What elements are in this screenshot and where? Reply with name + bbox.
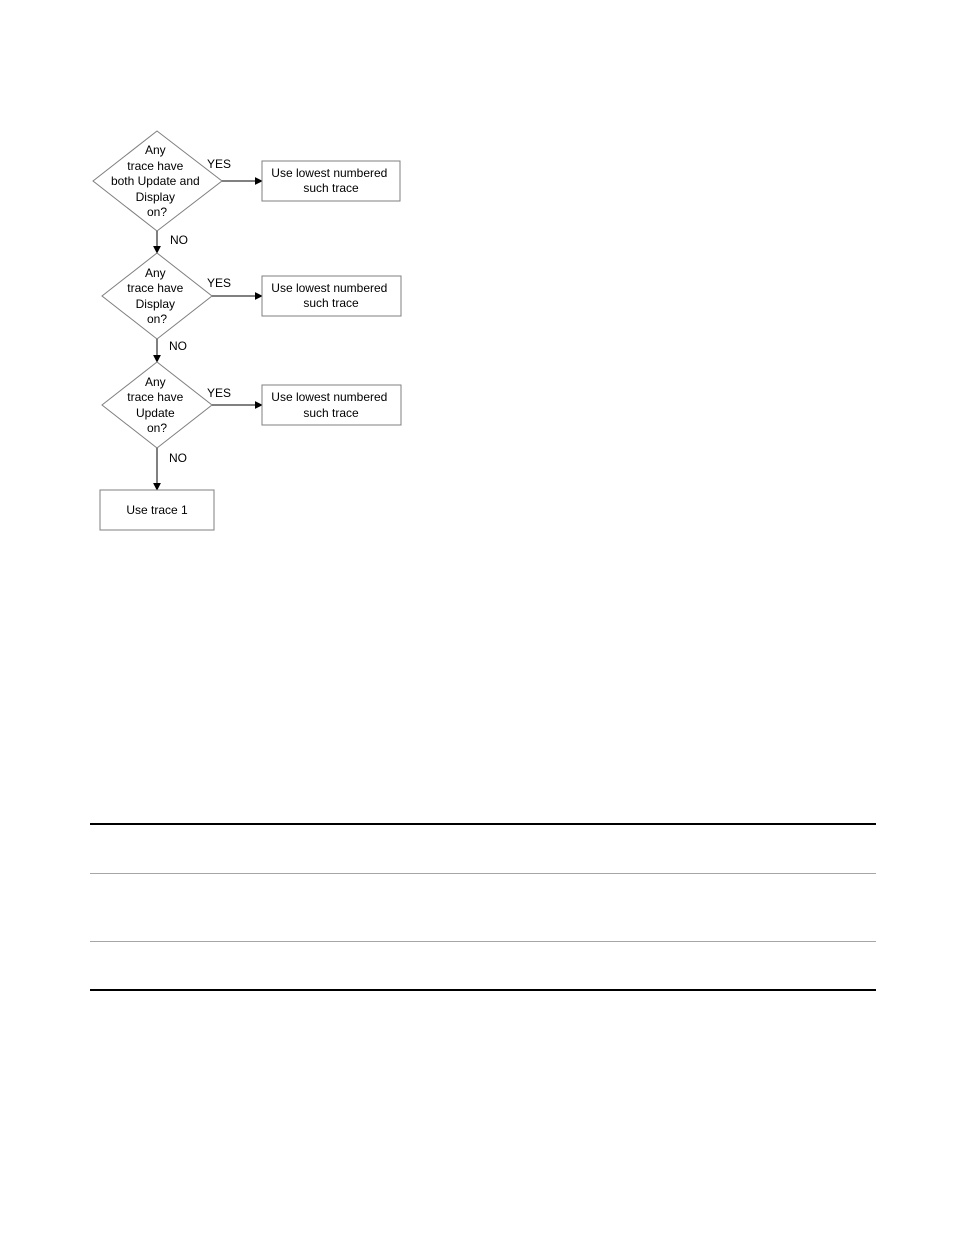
decision-1-line-3: both Update and [110, 174, 200, 188]
decision-3-line-1: Any [144, 375, 166, 389]
decision-1 [93, 131, 222, 231]
decision-2-line-4: on? [146, 312, 168, 326]
decision-1-line-2: trace have [127, 159, 184, 173]
final-step [100, 490, 214, 530]
flowchart [0, 0, 954, 560]
decision-3-line-3: Update [135, 406, 175, 420]
result-3-line-1: Use lowest numbered [271, 390, 388, 404]
decision-3 [102, 362, 212, 448]
decision-2-line-3: Display [135, 297, 176, 311]
table-row-divider-2 [90, 941, 876, 942]
decision-1-text [111, 143, 203, 219]
decision-1-line-4: Display [135, 190, 176, 204]
decision-3-line-2: trace have [127, 390, 184, 404]
decision-2-line-1: Any [144, 266, 166, 280]
decision-2-line-2: trace have [127, 281, 184, 295]
result-3-line-2: such trace [303, 406, 359, 420]
table-top-rule [90, 823, 876, 825]
yes-1-label: YES [207, 157, 232, 171]
result-2-line-2: such trace [303, 296, 359, 310]
table-bottom-rule [90, 989, 876, 991]
result-2 [262, 276, 401, 316]
result-3 [262, 385, 401, 425]
result-2-line-1: Use lowest numbered [271, 281, 388, 295]
decision-3-line-4: on? [146, 421, 168, 435]
result-1 [262, 161, 400, 201]
decision-1-line-1: Any [144, 143, 166, 157]
table-row-divider-1 [90, 873, 876, 874]
result-1-line-2: such trace [303, 181, 359, 195]
yes-2-label: YES [207, 276, 232, 290]
decision-1-line-5: on? [146, 205, 168, 219]
final-label: Use trace 1 [126, 503, 188, 517]
decision-2 [102, 253, 212, 339]
no-3-label: NO [169, 451, 187, 465]
result-1-line-1: Use lowest numbered [271, 166, 388, 180]
no-1-label: NO [170, 233, 188, 247]
yes-3-label: YES [207, 386, 232, 400]
no-2-label: NO [169, 339, 187, 353]
